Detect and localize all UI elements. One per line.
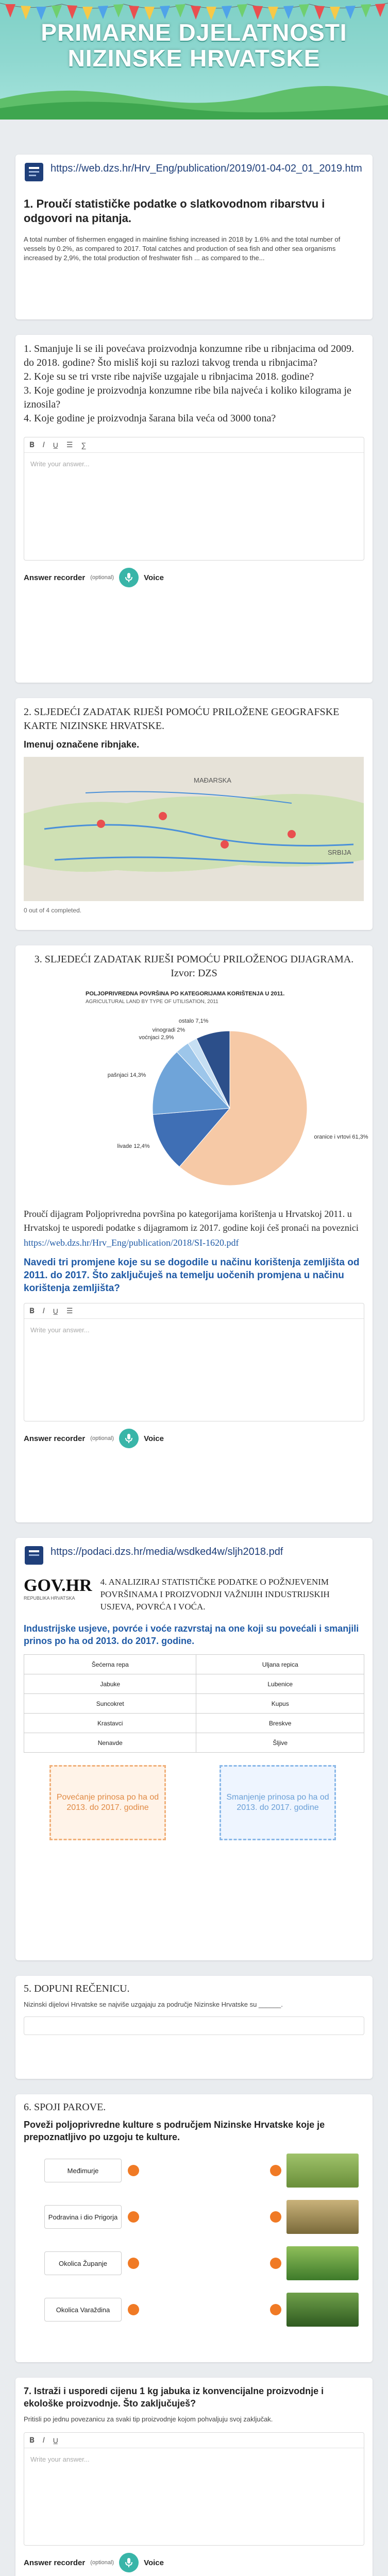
match-connector[interactable] [270,2304,281,2315]
editor-toolbar [24,1303,364,1319]
answer-recorder: Answer recorder (optional) Voice [24,1429,364,1448]
page-title: PRIMARNE DJELATNOSTI NIZINSKE HRVATSKE [41,19,347,72]
apple-price-card [15,2378,373,2576]
link-row[interactable] [24,162,364,182]
chart-subtitle: AGRICULTURAL LAND BY TYPE OF UTILISATION, 2011 [86,999,218,1005]
bold-icon[interactable]: 𝐁 [29,2436,35,2444]
matching-instruction: Poveži poljoprivredne kulture s područjem Nizinske Hrvatske koje je prepoznatljivo po uzgoju te kulture. [24,2120,325,2142]
match-row [44,2200,359,2234]
match-connector[interactable] [128,2258,139,2269]
map-label-hungary: MAĐARSKA [194,776,231,784]
map-card [15,698,373,930]
editor-toolbar [24,2433,364,2448]
task-7-title: 7. Istraži i usporedi cijenu 1 kg jabuka iz konvencijalne proizvodnje i ekološke proizvodnje. Što zaključuješ? [24,2386,324,2409]
crop-row [24,1733,364,1753]
match-row [44,2293,359,2327]
map-progress: 0 out of 4 completed. [24,907,82,914]
match-connector[interactable] [128,2211,139,2223]
chart-question: Navedi tri promjene koje su se dogodile u načinu korištenja zemljišta od 2011. do 2017. Što zaključuješ na temelju uočenih promjena u načinu korištenja zemljišta? [24,1257,360,1294]
chart-card [15,945,373,1522]
match-label[interactable]: Okolica Varaždina [44,2298,122,2321]
statistics-excerpt: A total number of fishermen engaged in mainline fishing increased in 2018 by 1.6% and the total number of vessels by 0.2%, as compared to 2017. Total catches and production of sea fish and other sea organisms increased by 2,9%, the total production of freshwater fish ... as compared to the... [24,235,341,262]
answer-box[interactable] [24,437,364,561]
chart-source-link[interactable]: https://web.dzs.hr/Hrv_Eng/publication/2018/SI-1620.pdf [24,1238,239,1248]
underline-icon[interactable]: U̲ [53,2436,58,2445]
microphone-icon [125,572,133,583]
answer-placeholder: Write your answer... [30,1326,90,1334]
task-3-heading: 3. SLJEDEĆI ZADATAK RIJEŠI POMOĆU PRILOŽENOG DIJAGRAMA. Izvor: DZS [34,954,354,979]
sentence-input[interactable] [24,2016,364,2035]
match-row [44,2246,359,2280]
crop-image[interactable] [286,2200,359,2234]
crop-image[interactable] [286,2154,359,2188]
hills-decoration [0,78,388,120]
gov-section [24,1576,364,1613]
crop-items-table [24,1654,364,1753]
pie-slice-label: oranice i vrtovi 61,3% [314,1134,368,1141]
statistics-card [15,155,373,319]
crop-item[interactable]: Suncokret [24,1694,196,1714]
drop-zone-decrease[interactable]: Smanjenje prinosa po ha od 2013. do 2017. godine [220,1765,336,1840]
drop-zone-increase[interactable]: Povećanje prinosa po ha od 2013. do 2017. godine [49,1765,166,1840]
pie-svg [24,1010,368,1206]
answer-recorder: Answer recorder (optional) Voice [24,2553,364,2572]
crop-row [24,1674,364,1694]
pie-slice-label: ostalo 7,1% [178,1018,209,1025]
pie-slice-label: livade 12,4% [117,1143,150,1150]
answer-box[interactable] [24,1303,364,1421]
header-banner [0,0,388,120]
match-label[interactable]: Okolica Županje [44,2251,122,2275]
crop-item[interactable]: Krastavci [24,1714,196,1733]
source-link[interactable]: https://podaci.dzs.hr/media/wsdked4w/sljh2018.pdf [50,1546,283,1557]
answer-recorder: Answer recorder (optional) Voice [24,568,364,587]
crop-item[interactable]: Kupus [196,1694,364,1714]
task-5-heading: 5. DOPUNI REČENICU. [24,1983,130,1994]
crop-item[interactable]: Nenavde [24,1733,196,1753]
record-button[interactable] [119,568,139,587]
match-connector[interactable] [128,2304,139,2315]
match-label[interactable]: Podravina i dio Prigorja [44,2205,122,2229]
bold-icon[interactable]: 𝐁 [29,1307,35,1315]
italic-icon[interactable]: 𝐼 [42,1307,45,1315]
list-icon[interactable]: ☰ [66,1307,73,1315]
list-icon[interactable]: ☰ [66,440,73,449]
link-row[interactable] [24,1545,364,1566]
crop-row [24,1694,364,1714]
question-3: 3. Koje godine je proizvodnja konzumne ribe bila najveća i koliko kilograma je iznosila? [24,385,351,410]
map-marker-2[interactable] [159,812,167,820]
map-marker-1[interactable] [97,820,105,828]
crop-item[interactable]: Šljive [196,1733,364,1753]
task-1-title: 1. Proučí statističke podatke o slatkovodnom ribarstvu i odgovori na pitanja. [24,197,325,225]
record-button[interactable] [119,1429,139,1448]
sentence-text: Nizinski dijelovi Hrvatske se najviše uzgajaju za područje Nizinske Hrvatske su ______. [24,2001,283,2008]
crop-item[interactable]: Lubenice [196,1674,364,1694]
matching-card [15,2094,373,2362]
matching-area [24,2148,364,2344]
document-link-icon [24,162,44,182]
pie-slice-label: voćnjaci 2,9% [139,1035,174,1041]
question-2: 2. Koje su se tri vrste ribe najviše uzgajale u ribnjacima 2018. godine? [24,371,314,382]
chart-instruction: Proučí dijagram Poljoprivredna površina po kategorijama korištenja u Hrvatskoj 2011. u Hrvatskoj te usporedi podatke s dijagramom iz 2017. godine koji ćeš pronaći na poveznici [24,1209,359,1233]
microphone-icon [125,1433,133,1444]
answer-placeholder: Write your answer... [30,460,90,468]
match-connector[interactable] [270,2211,281,2223]
crop-row [24,1714,364,1733]
voice-label: Voice [144,1434,164,1443]
questions-card [15,335,373,683]
match-connector[interactable] [128,2165,139,2176]
match-label[interactable]: Međimurje [44,2159,122,2182]
task-6-heading: 6. SPOJI PAROVE. [24,2102,106,2113]
map-label-serbia: SRBIJA [328,849,351,856]
editor-toolbar [24,437,364,453]
underline-icon[interactable]: U̲ [53,1307,58,1315]
pie-slice-label: pašnjaci 14,3% [107,1072,146,1078]
pie-chart [24,986,368,1207]
match-connector[interactable] [270,2258,281,2269]
source-link[interactable]: https://web.dzs.hr/Hrv_Eng/publication/2019/01-04-02_01_2019.htm [50,163,362,174]
question-4: 4. Koje godine je proizvodnja šaranа bila veća od 3000 tona? [24,413,276,424]
record-button[interactable] [119,2553,139,2572]
formula-icon[interactable]: ∑ [81,440,87,449]
answer-placeholder: Write your answer... [30,2455,90,2463]
crop-item[interactable]: Jabuke [24,1674,196,1694]
task-4-heading: 4. ANALIZIRAJ STATISTIČKE PODATKE O POŽNJEVENIM POVRŠINAMA I PROIZVODNJI VAŽNIJIH INDUSTRIJSKIH USJEVA, POVRĆA I VOĆA. [100,1577,330,1612]
match-row [44,2154,359,2188]
gov-logo: GOV.HR REPUBLIKA HRVATSKA [24,1576,92,1601]
crop-item[interactable]: Šećerna repa [24,1655,196,1674]
microphone-icon [125,2557,133,2568]
crop-row [24,1655,364,1674]
fill-sentence-card [15,1976,373,2079]
document-link-icon [24,1545,44,1566]
question-1: 1. Smanjuje li se ili povećava proizvodnja konzumne ribe u ribnjacima od 2009. do 2018. godine? Što misliš koji su razlozi takvog trenda u ribnjacima? [24,343,354,368]
chart-title: POLJOPRIVREDNA POVRŠINA PO KATEGORIJAMA KORIŠTENJA U 2011. [86,991,285,997]
answer-box[interactable] [24,2432,364,2546]
drop-zones [24,1765,364,1853]
bold-icon[interactable]: 𝐁 [29,440,35,449]
task-7-text: Pritisli po jednu povezanicu za svaki tip proizvodnje kojom pohvaljuju svoj zaključak. [24,2415,273,2423]
italic-icon[interactable]: 𝐼 [42,440,45,449]
crop-item[interactable]: Breskve [196,1714,364,1733]
italic-icon[interactable]: 𝐼 [42,2436,45,2444]
map-marker-3[interactable] [221,840,229,849]
underline-icon[interactable]: U̲ [53,440,58,449]
match-connector[interactable] [270,2165,281,2176]
voice-label: Voice [144,2558,164,2567]
crops-sorting-card [15,1538,373,1960]
task-2-heading: 2. SLJEDEĆI ZADATAK RIJEŠI POMOĆU PRILOŽENE GEOGRAFSKE KARTE NIZINSKE HRVATSKE. [24,706,340,732]
map-instruction: Imenuj označene ribnjake. [24,739,140,750]
croatia-lowland-map [24,757,364,901]
crop-item[interactable]: Uljana repica [196,1655,364,1674]
crop-image[interactable] [286,2293,359,2327]
pie-slice-label: vinogradi 2% [152,1027,185,1033]
crop-image[interactable] [286,2246,359,2280]
voice-label: Voice [144,573,164,582]
sorting-instruction: Industrijske usjeve, povrće i voće razvrstaj na one koji su povećali i smanjili prinos po ha od 2013. do 2017. godine. [24,1623,359,1646]
map-marker-4[interactable] [288,830,296,838]
